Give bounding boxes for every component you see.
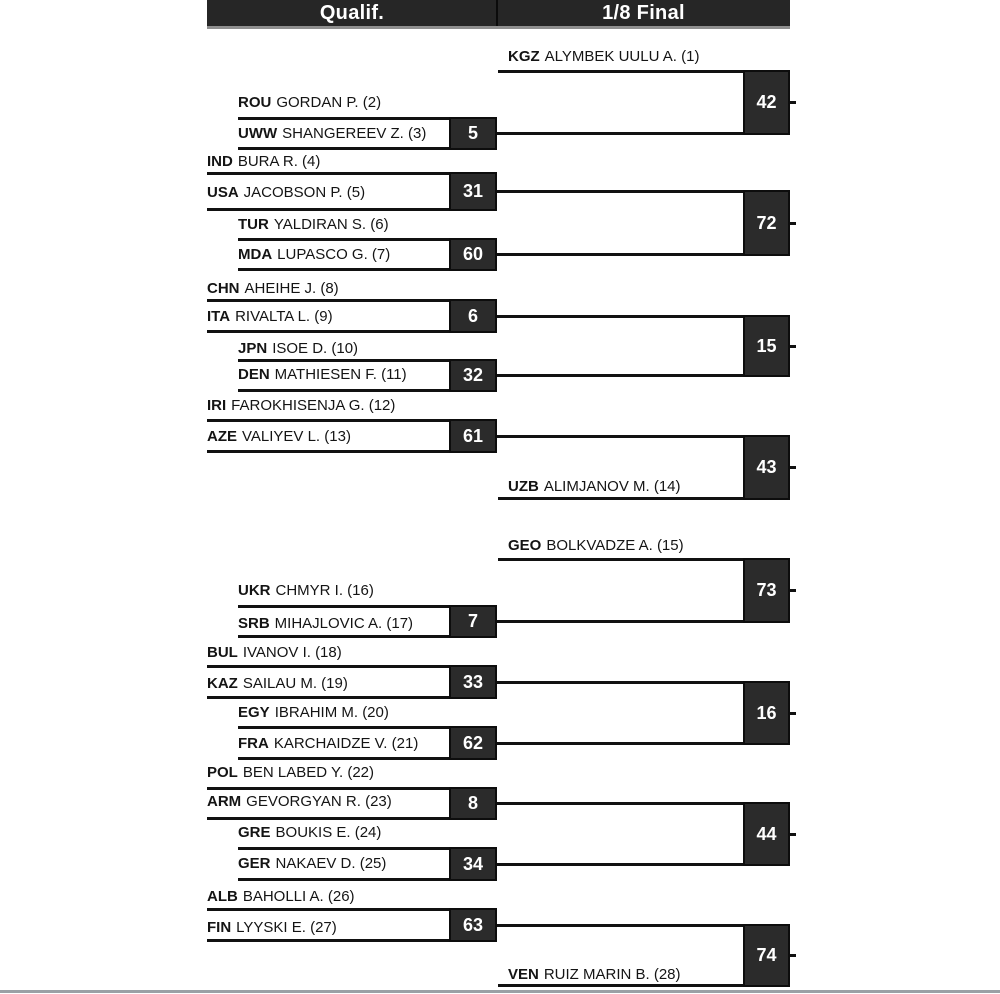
match-number: 16 (756, 702, 777, 723)
athlete-name: GORDAN P. (2) (276, 94, 382, 111)
bracket-connector-line (497, 435, 743, 438)
match-number: 44 (756, 823, 777, 844)
country-code: FIN (207, 919, 232, 936)
match-box-e73 (743, 558, 790, 623)
advance-tick (790, 101, 796, 104)
athlete-name: IBRAHIM M. (20) (274, 704, 389, 721)
athlete-entry-srb (238, 615, 413, 633)
match-box-q32 (449, 359, 497, 392)
country-code: ROU (238, 94, 272, 111)
country-code: UZB (508, 478, 539, 495)
match-number: 33 (462, 671, 484, 692)
country-code: ITA (207, 308, 231, 325)
match-number: 15 (756, 335, 777, 356)
athlete-name: MIHAJLOVIC A. (17) (274, 615, 414, 632)
match-number: 72 (756, 212, 777, 233)
athlete-entry-geo (508, 537, 684, 555)
athlete-name: RUIZ MARIN B. (28) (543, 966, 681, 983)
match-number: 32 (462, 365, 484, 385)
bracket-connector-line (497, 924, 743, 927)
bracket-line (498, 70, 745, 73)
athlete-name: CHMYR I. (16) (275, 582, 374, 599)
match-box-q34 (449, 847, 497, 881)
athlete-name: MATHIESEN F. (11) (274, 366, 407, 383)
athlete-entry-kgz (508, 48, 699, 66)
athlete-entry-kaz (207, 675, 348, 693)
athlete-name: RIVALTA L. (9) (235, 308, 333, 325)
athlete-name: YALDIRAN S. (6) (273, 216, 389, 233)
column-header-qualif: Qualif. (319, 2, 385, 24)
country-code: FRA (238, 735, 269, 752)
athlete-entry-alb (207, 888, 355, 906)
country-code: POL (207, 764, 238, 781)
athlete-name: FAROKHISENJA G. (12) (231, 397, 396, 414)
athlete-name: SHANGEREEV Z. (3) (282, 125, 427, 142)
athlete-name: BEN LABED Y. (22) (242, 764, 375, 781)
match-box-e72 (743, 190, 790, 256)
match-box-q33 (449, 665, 497, 699)
athlete-entry-bul (207, 644, 342, 662)
athlete-entry-fra (238, 735, 418, 753)
country-code: IND (207, 153, 233, 170)
athlete-entry-rou (238, 94, 381, 112)
match-box-q7 (449, 605, 497, 638)
country-code: MDA (238, 246, 273, 263)
bracket-line (498, 558, 745, 561)
match-box-e74 (743, 924, 790, 987)
athlete-entry-ukr (238, 582, 374, 600)
athlete-name: ISOE D. (10) (272, 340, 359, 357)
bracket-connector-line (497, 681, 743, 684)
athlete-entry-ven (508, 966, 681, 984)
athlete-name: AHEIHE J. (8) (244, 280, 339, 297)
athlete-name: JACOBSON P. (5) (243, 184, 366, 201)
country-code: GEO (508, 537, 542, 554)
match-box-e44 (743, 802, 790, 866)
athlete-entry-ita (207, 308, 333, 326)
country-code: DEN (238, 366, 270, 383)
country-code: AZE (207, 428, 237, 445)
country-code: CHN (207, 280, 240, 297)
bracket-connector-line (497, 374, 743, 377)
match-number: 73 (756, 580, 777, 600)
country-code: USA (207, 184, 239, 201)
athlete-entry-ind (207, 153, 320, 171)
match-number: 7 (467, 611, 478, 631)
athlete-name: ALIMJANOV M. (14) (543, 478, 681, 495)
bracket-connector-line (497, 132, 743, 135)
athlete-entry-uzb (508, 478, 681, 496)
bracket-connector-line (497, 190, 743, 193)
athlete-name: GEVORGYAN R. (23) (246, 793, 392, 810)
bracket-connector-line (497, 253, 743, 256)
athlete-name: BOLKVADZE A. (15) (546, 537, 684, 554)
match-box-q62 (449, 726, 497, 760)
country-code: IRI (207, 397, 227, 414)
bracket-connector-line (497, 742, 743, 745)
athlete-name: VALIYEV L. (13) (242, 428, 351, 445)
match-box-e43 (743, 435, 790, 500)
match-box-q5 (449, 117, 497, 150)
country-code: KGZ (508, 48, 540, 65)
country-code: BUL (207, 644, 238, 661)
athlete-name: LUPASCO G. (7) (277, 246, 391, 263)
athlete-name: LYYSKI E. (27) (236, 919, 337, 936)
match-box-q8 (449, 787, 497, 820)
athlete-entry-ger (238, 855, 386, 873)
athlete-entry-jpn (238, 340, 358, 358)
advance-tick (790, 466, 796, 469)
match-number: 42 (756, 92, 777, 112)
advance-tick (790, 833, 796, 836)
bracket-connector-line (497, 802, 743, 805)
country-code: VEN (508, 966, 539, 983)
country-code: GER (238, 855, 271, 872)
match-number: 5 (467, 123, 478, 143)
athlete-entry-uww (238, 125, 426, 143)
athlete-name: SAILAU M. (19) (242, 675, 348, 692)
country-code: KAZ (207, 675, 238, 692)
athlete-entry-tur (238, 216, 389, 234)
bracket-connector-line (497, 315, 743, 318)
match-number: 43 (756, 457, 777, 477)
match-box-q61 (449, 419, 497, 453)
athlete-name: BURA R. (4) (237, 153, 321, 170)
match-box-e15 (743, 315, 790, 377)
bracket-line (498, 497, 745, 500)
country-code: TUR (238, 216, 269, 233)
column-header-eighth-final: 1/8 Final (602, 2, 685, 24)
match-number: 74 (756, 945, 777, 965)
athlete-entry-egy (238, 704, 389, 722)
match-number: 8 (467, 793, 478, 813)
country-code: GRE (238, 824, 271, 841)
advance-tick (790, 589, 796, 592)
match-box-e16 (743, 681, 790, 745)
match-number: 31 (462, 181, 484, 201)
athlete-name: IVANOV I. (18) (242, 644, 342, 661)
athlete-name: NAKAEV D. (25) (275, 855, 387, 872)
match-number: 61 (462, 425, 484, 446)
athlete-name: ALYMBEK UULU A. (1) (544, 48, 700, 65)
athlete-name: BOUKIS E. (24) (275, 824, 382, 841)
athlete-entry-fin (207, 919, 337, 937)
bottom-divider (0, 990, 1000, 993)
match-box-q6 (449, 299, 497, 333)
match-box-e42 (743, 70, 790, 135)
match-number: 63 (462, 914, 484, 935)
athlete-entry-chn (207, 280, 339, 298)
advance-tick (790, 222, 796, 225)
athlete-entry-pol (207, 764, 374, 782)
match-number: 60 (462, 244, 484, 264)
match-number: 6 (467, 305, 478, 326)
match-box-q60 (449, 238, 497, 271)
advance-tick (790, 954, 796, 957)
country-code: UWW (238, 125, 278, 142)
athlete-entry-iri (207, 397, 395, 415)
athlete-entry-mda (238, 246, 390, 264)
advance-tick (790, 712, 796, 715)
country-code: UKR (238, 582, 271, 599)
country-code: EGY (238, 704, 270, 721)
bracket-connector-line (497, 620, 743, 623)
advance-tick (790, 345, 796, 348)
athlete-entry-gre (238, 824, 381, 842)
match-box-q31 (449, 172, 497, 211)
country-code: SRB (238, 615, 270, 632)
athlete-entry-usa (207, 184, 365, 202)
match-number: 34 (462, 853, 484, 874)
athlete-entry-aze (207, 428, 351, 446)
athlete-name: KARCHAIDZE V. (21) (273, 735, 419, 752)
country-code: JPN (238, 340, 268, 357)
bracket-connector-line (497, 863, 743, 866)
match-box-q63 (449, 908, 497, 942)
athlete-name: BAHOLLI A. (26) (242, 888, 355, 905)
athlete-entry-arm (207, 793, 392, 811)
athlete-entry-den (238, 366, 407, 384)
country-code: ALB (207, 888, 238, 905)
country-code: ARM (207, 793, 242, 810)
bracket-line (498, 984, 745, 987)
match-number: 62 (462, 732, 484, 753)
